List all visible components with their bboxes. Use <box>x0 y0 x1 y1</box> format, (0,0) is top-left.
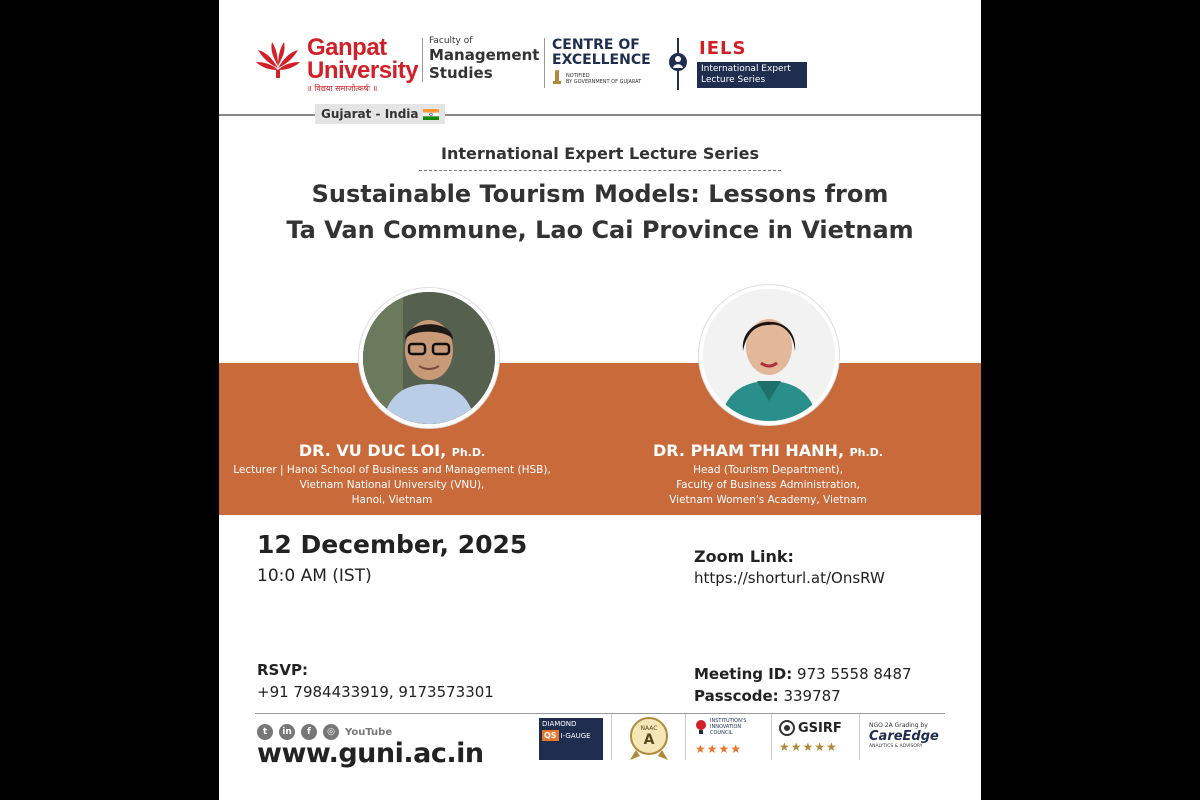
lecture-series-label: International Expert Lecture Series <box>441 144 759 163</box>
faculty-name-line2: Studies <box>429 64 493 82</box>
iic-rating-badge <box>695 718 761 756</box>
coe-note-line2: BY GOVERNMENT OF GUJARAT <box>566 79 642 85</box>
twitter-icon[interactable]: t <box>257 724 273 740</box>
youtube-icon[interactable]: YouTube <box>345 726 393 738</box>
naac-a-grade-seal-icon <box>624 716 674 760</box>
careedge-subtitle: ANALYTICS & ADVISORY <box>869 744 923 749</box>
badge-divider <box>685 714 686 760</box>
careedge-grading-badge <box>869 722 945 749</box>
ganpat-university-logo-icon <box>256 36 300 80</box>
faculty-name <box>429 46 539 82</box>
iels-subtitle-box <box>697 62 807 88</box>
meeting-credentials <box>694 663 912 707</box>
speaker-affiliation <box>603 463 933 508</box>
coe-line2: EXCELLENCE <box>552 52 651 68</box>
speaker-photo-vu-duc-loi <box>359 288 499 428</box>
gsirf-label: GSIRF <box>798 720 842 736</box>
location-badge <box>315 104 445 124</box>
speaker-role-line: Hanoi, Vietnam <box>351 494 433 506</box>
badge-divider <box>859 714 860 760</box>
zoom-link-label: Zoom Link: <box>694 547 794 566</box>
header-divider <box>544 38 545 88</box>
iels-line2: Lecture Series <box>701 75 766 85</box>
speaker-portrait-icon <box>703 289 835 421</box>
lecture-title <box>219 176 981 248</box>
badge-divider <box>611 714 612 760</box>
ngo-grading-line: NGO 2A Grading by <box>869 722 928 729</box>
iic-logo-icon <box>695 719 707 735</box>
meeting-id-label: Meeting ID: <box>694 665 793 683</box>
rsvp-phone-numbers: +91 7984433919, 9173573301 <box>257 683 494 701</box>
gsirf-rating-badge <box>779 720 851 754</box>
speaker-degree: Ph.D. <box>451 446 486 459</box>
university-tagline: ॥ विद्यया समाजोत्कर्षः ॥ <box>307 84 378 93</box>
passcode-value: 339787 <box>783 687 841 705</box>
iels-speaker-icon <box>669 38 687 90</box>
coe-notified-note <box>566 73 641 85</box>
centre-of-excellence-title <box>552 38 651 68</box>
faculty-name-line1: Management <box>429 46 540 64</box>
coe-note-line1: NOTIFIED <box>566 73 590 79</box>
india-flag-icon <box>423 109 439 120</box>
university-name-line2: University <box>307 57 419 84</box>
passcode-row <box>694 685 912 707</box>
gsirf-logo-icon <box>779 720 795 736</box>
lecture-title-line1: Sustainable Tourism Models: Lessons from <box>311 180 889 208</box>
speaker-name-text: DR. PHAM THI HANH, <box>653 441 845 460</box>
passcode-label: Passcode: <box>694 687 779 705</box>
speaker-portrait-icon <box>363 292 495 424</box>
qs-badge-label: I-GAUGE <box>560 731 591 740</box>
location-text: Gujarat - India <box>321 107 419 121</box>
iic-label: INSTITUTION'S INNOVATION COUNCIL <box>710 718 747 736</box>
careedge-label: CareEdge <box>869 729 939 744</box>
faculty-label-small: Faculty of <box>429 36 473 46</box>
speaker-photo-pham-thi-hanh <box>699 285 839 425</box>
meeting-id-value: 973 5558 8487 <box>797 665 912 683</box>
speaker-role-line: Vietnam National University (VNU), <box>299 479 485 491</box>
speaker-name <box>603 441 933 460</box>
state-emblem-icon <box>552 70 562 86</box>
iic-star-rating: ★★★★ <box>695 742 743 756</box>
instagram-icon[interactable]: ◎ <box>323 724 339 740</box>
speaker-role-line: Head (Tourism Department), <box>693 464 843 476</box>
gsirf-star-rating: ★★★★★ <box>779 740 838 754</box>
qs-igauge-diamond-badge <box>539 718 603 760</box>
event-poster <box>219 0 981 800</box>
iels-line1: International Expert <box>701 64 791 74</box>
coe-line1: CENTRE OF <box>552 37 640 53</box>
rsvp-label: RSVP: <box>257 661 308 679</box>
qs-badge-top: DIAMOND <box>542 720 577 728</box>
university-name-line1: Ganpat <box>307 34 387 61</box>
speaker-affiliation <box>227 463 557 508</box>
speaker-degree: Ph.D. <box>849 446 883 459</box>
meeting-id-row <box>694 663 912 685</box>
naac-seal-label: NAAC <box>640 725 658 732</box>
naac-seal-grade: A <box>643 732 655 748</box>
speaker-name <box>227 441 557 460</box>
lecture-title-line2: Ta Van Commune, Lao Cai Province in Vietnam <box>286 216 914 244</box>
university-name <box>307 36 418 82</box>
speaker-role-line: Lecturer | Hanoi School of Business and Management (HSB), <box>233 464 551 476</box>
website-link[interactable]: www.guni.ac.in <box>257 738 484 769</box>
event-time: 10:0 AM (IST) <box>257 566 372 586</box>
facebook-icon[interactable]: f <box>301 724 317 740</box>
event-date: 12 December, 2025 <box>257 530 528 559</box>
speaker-role-line: Vietnam Women's Academy, Vietnam <box>669 494 867 506</box>
series-underline <box>419 170 781 171</box>
header-divider <box>422 38 423 82</box>
speaker-role-line: Faculty of Business Administration, <box>676 479 860 491</box>
badge-divider <box>771 714 772 760</box>
qs-mark: QS <box>544 731 557 740</box>
footer-divider-line <box>255 713 945 714</box>
iels-title: IELS <box>699 38 747 59</box>
zoom-link[interactable]: https://shorturl.at/OnsRW <box>694 569 885 587</box>
speaker-name-text: DR. VU DUC LOI, <box>298 441 447 460</box>
linkedin-icon[interactable]: in <box>279 724 295 740</box>
